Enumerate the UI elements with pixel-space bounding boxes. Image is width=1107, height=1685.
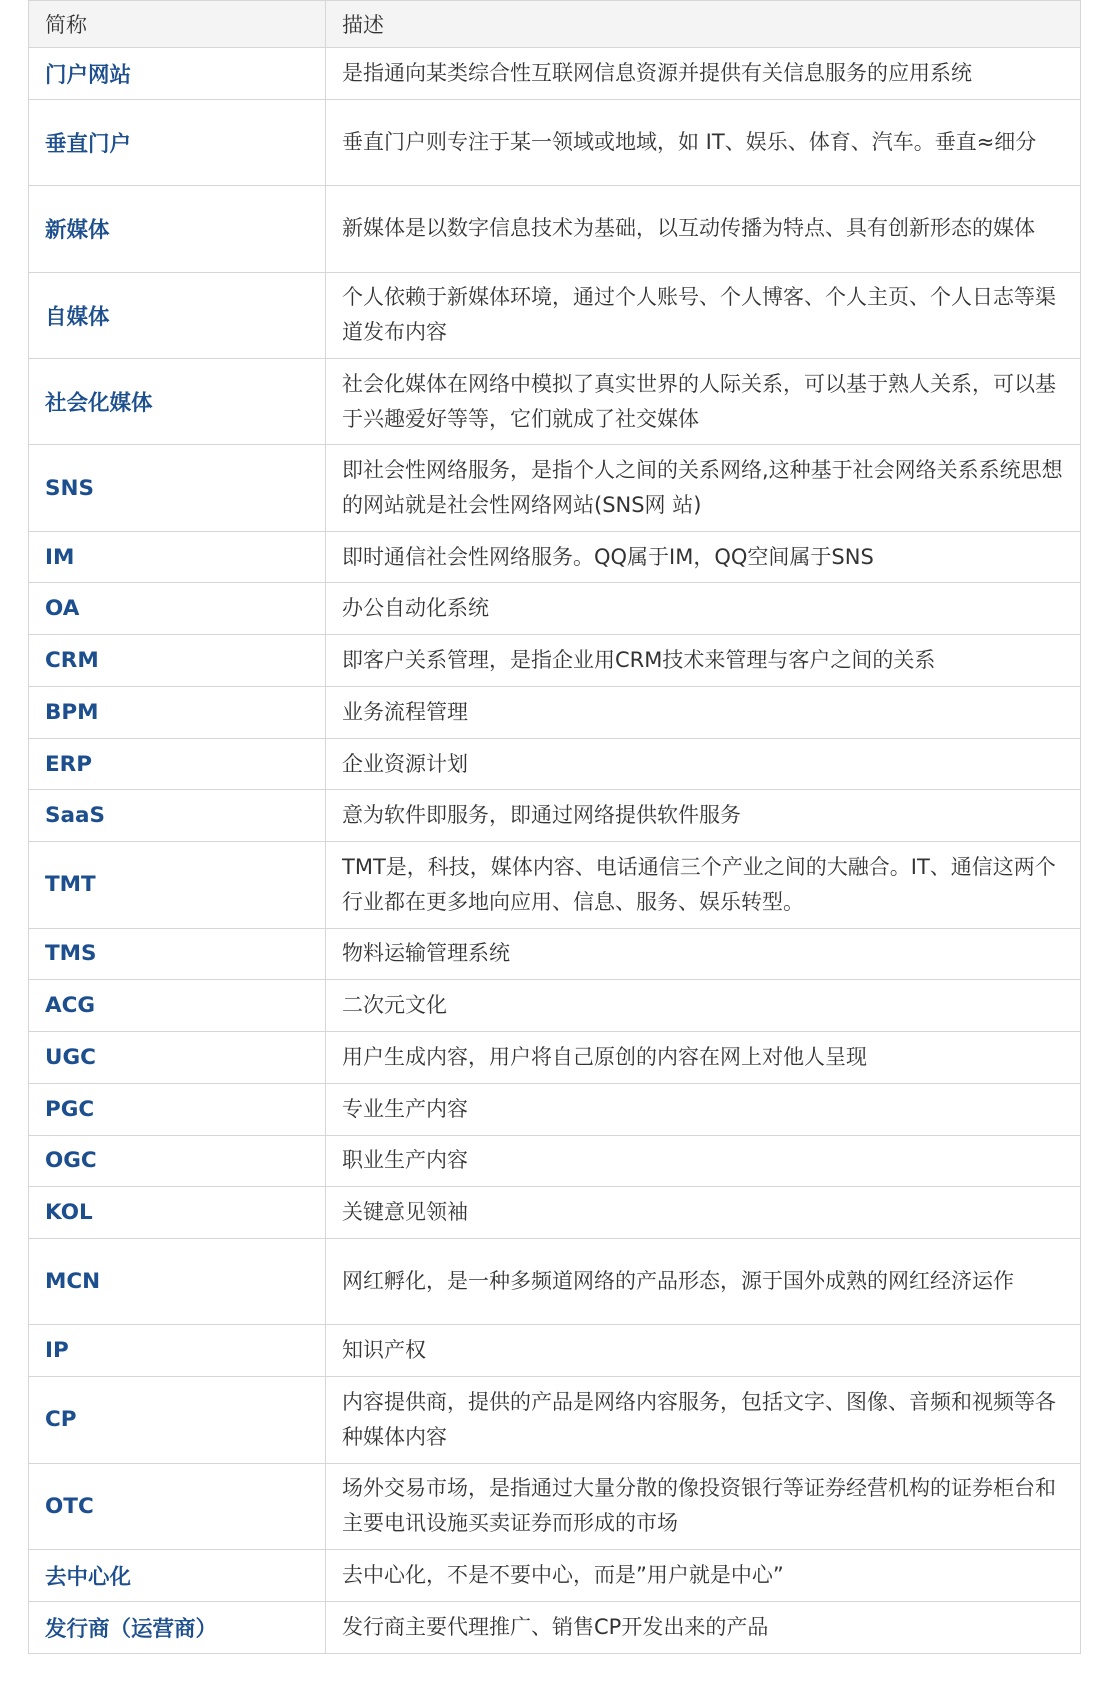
table-row [29, 738, 1081, 790]
header-term: 简称 [29, 1, 326, 48]
term-label: UGC [45, 1044, 96, 1070]
description-cell [326, 738, 1081, 790]
description-cell [326, 1601, 1081, 1653]
description-cell [326, 1325, 1081, 1377]
table-row [29, 1032, 1081, 1084]
term-label: 门户网站 [45, 62, 132, 88]
table-row [29, 1601, 1081, 1653]
term-cell [29, 790, 326, 842]
term-label: PGC [45, 1096, 95, 1122]
term-cell [29, 186, 326, 272]
table-row [29, 1463, 1081, 1549]
description-cell [326, 980, 1081, 1032]
term-label: OTC [45, 1493, 94, 1519]
description-text: 网红孵化，是一种多频道网络的产品形态，源于国外成熟的网红经济运作 [342, 1269, 1014, 1294]
table-row [29, 1083, 1081, 1135]
description-cell [326, 1032, 1081, 1084]
header-description: 描述 [326, 1, 1081, 48]
term-label: ERP [45, 751, 92, 777]
description-text: 即客户关系管理，是指企业用CRM技术来管理与客户之间的关系 [342, 648, 936, 673]
term-cell [29, 1550, 326, 1602]
term-label: 垂直门户 [45, 131, 132, 157]
term-cell [29, 1377, 326, 1463]
term-cell [29, 48, 326, 100]
description-text: 发行商主要代理推广、销售CP开发出来的产品 [342, 1614, 769, 1639]
description-cell [326, 272, 1081, 358]
term-cell [29, 531, 326, 583]
description-text: 办公自动化系统 [342, 596, 489, 621]
description-cell [326, 99, 1081, 185]
description-cell [326, 635, 1081, 687]
description-cell [326, 583, 1081, 635]
term-cell [29, 980, 326, 1032]
description-cell [326, 358, 1081, 444]
term-cell [29, 842, 326, 928]
description-text: 场外交易市场，是指通过大量分散的像投资银行等证券经营机构的证券柜台和主要电讯设施买卖证券而形成的市场 [342, 1476, 1056, 1536]
table-row [29, 583, 1081, 635]
term-label: SaaS [45, 803, 105, 829]
description-cell [326, 1377, 1081, 1463]
description-text: 业务流程管理 [342, 699, 468, 724]
term-cell [29, 738, 326, 790]
table-row [29, 790, 1081, 842]
table-header-row [29, 1, 1081, 48]
term-label: 去中心化 [45, 1564, 132, 1590]
description-text: 即社会性网络服务，是指个人之间的关系网络,这种基于社会网络关系系统思想的网站就是社会性网络网站(SNS网 站) [342, 458, 1063, 517]
description-text: 专业生产内容 [342, 1096, 468, 1121]
term-label: 自媒体 [45, 304, 110, 330]
table-row [29, 445, 1081, 531]
description-text: 新媒体是以数字信息技术为基础，以互动传播为特点、具有创新形态的媒体 [342, 216, 1035, 241]
description-text: 职业生产内容 [342, 1148, 468, 1173]
description-text: 二次元文化 [342, 993, 447, 1018]
term-label: IP [45, 1338, 69, 1364]
description-cell [326, 1550, 1081, 1602]
term-label: KOL [45, 1200, 93, 1226]
description-text: 意为软件即服务，即通过网络提供软件服务 [342, 803, 741, 828]
table-row [29, 980, 1081, 1032]
term-cell [29, 583, 326, 635]
term-cell [29, 1239, 326, 1325]
term-cell [29, 1601, 326, 1653]
table-row [29, 1135, 1081, 1187]
description-cell [326, 1135, 1081, 1187]
term-cell [29, 1032, 326, 1084]
description-text: 关键意见领袖 [342, 1200, 468, 1225]
term-cell [29, 1135, 326, 1187]
term-label: IM [45, 544, 75, 570]
description-cell [326, 531, 1081, 583]
table-row [29, 686, 1081, 738]
term-label: 新媒体 [45, 218, 110, 244]
term-cell [29, 1187, 326, 1239]
table-row [29, 99, 1081, 185]
table-row [29, 1550, 1081, 1602]
glossary-table [28, 0, 1081, 1654]
table-row [29, 1187, 1081, 1239]
description-cell [326, 686, 1081, 738]
table-row [29, 186, 1081, 272]
term-cell [29, 1325, 326, 1377]
description-text: 个人依赖于新媒体环境，通过个人账号、个人博客、个人主页、个人日志等渠道发布内容 [342, 285, 1056, 345]
term-cell [29, 686, 326, 738]
table-row [29, 1325, 1081, 1377]
term-label: TMT [45, 872, 96, 898]
description-text: 物料运输管理系统 [342, 941, 510, 966]
term-label: CP [45, 1407, 77, 1433]
description-text: 用户生成内容，用户将自己原创的内容在网上对他人呈现 [342, 1044, 867, 1069]
table-row [29, 358, 1081, 444]
description-cell [326, 790, 1081, 842]
term-cell [29, 635, 326, 687]
term-cell [29, 1083, 326, 1135]
description-text: 即时通信社会性网络服务。QQ属于IM，QQ空间属于SNS [342, 544, 874, 569]
description-cell [326, 1239, 1081, 1325]
description-text: 内容提供商，提供的产品是网络内容服务，包括文字、图像、音频和视频等各种媒体内容 [342, 1389, 1056, 1449]
description-cell [326, 928, 1081, 980]
term-label: BPM [45, 699, 99, 725]
term-label: ACG [45, 993, 96, 1019]
term-label: SNS [45, 475, 94, 501]
description-cell [326, 1187, 1081, 1239]
table-row [29, 1239, 1081, 1325]
description-text: TMT是，科技，媒体内容、电话通信三个产业之间的大融合。IT、通信这两个行业都在更多地向应用、信息、服务、娱乐转型。 [342, 854, 1056, 914]
description-text: 垂直门户则专注于某一领域或地域，如 IT、娱乐、体育、汽车。垂直≈细分 [342, 129, 1037, 154]
term-cell [29, 99, 326, 185]
description-text: 企业资源计划 [342, 751, 468, 776]
description-text: 去中心化，不是不要中心，而是”用户就是中心” [342, 1562, 784, 1587]
term-label: TMS [45, 941, 97, 967]
term-label: 社会化媒体 [45, 391, 153, 417]
table-row [29, 635, 1081, 687]
description-text: 是指通向某类综合性互联网信息资源并提供有关信息服务的应用系统 [342, 60, 972, 85]
table-row [29, 928, 1081, 980]
term-label: OA [45, 596, 80, 622]
table-row [29, 1377, 1081, 1463]
term-label: OGC [45, 1148, 97, 1174]
table-row [29, 48, 1081, 100]
term-cell [29, 1463, 326, 1549]
term-cell [29, 928, 326, 980]
description-cell [326, 48, 1081, 100]
term-label: 发行商（运营商） [45, 1616, 218, 1642]
description-cell [326, 186, 1081, 272]
description-cell [326, 1463, 1081, 1549]
description-cell [326, 445, 1081, 531]
term-label: MCN [45, 1269, 101, 1295]
term-cell [29, 445, 326, 531]
description-cell [326, 842, 1081, 928]
table-row [29, 531, 1081, 583]
description-cell [326, 1083, 1081, 1135]
table-row [29, 272, 1081, 358]
description-text: 知识产权 [342, 1338, 426, 1363]
table-row [29, 842, 1081, 928]
term-label: CRM [45, 648, 99, 674]
term-cell [29, 272, 326, 358]
description-text: 社会化媒体在网络中模拟了真实世界的人际关系，可以基于熟人关系，可以基于兴趣爱好等等，它们就成了社交媒体 [342, 371, 1056, 431]
term-cell [29, 358, 326, 444]
